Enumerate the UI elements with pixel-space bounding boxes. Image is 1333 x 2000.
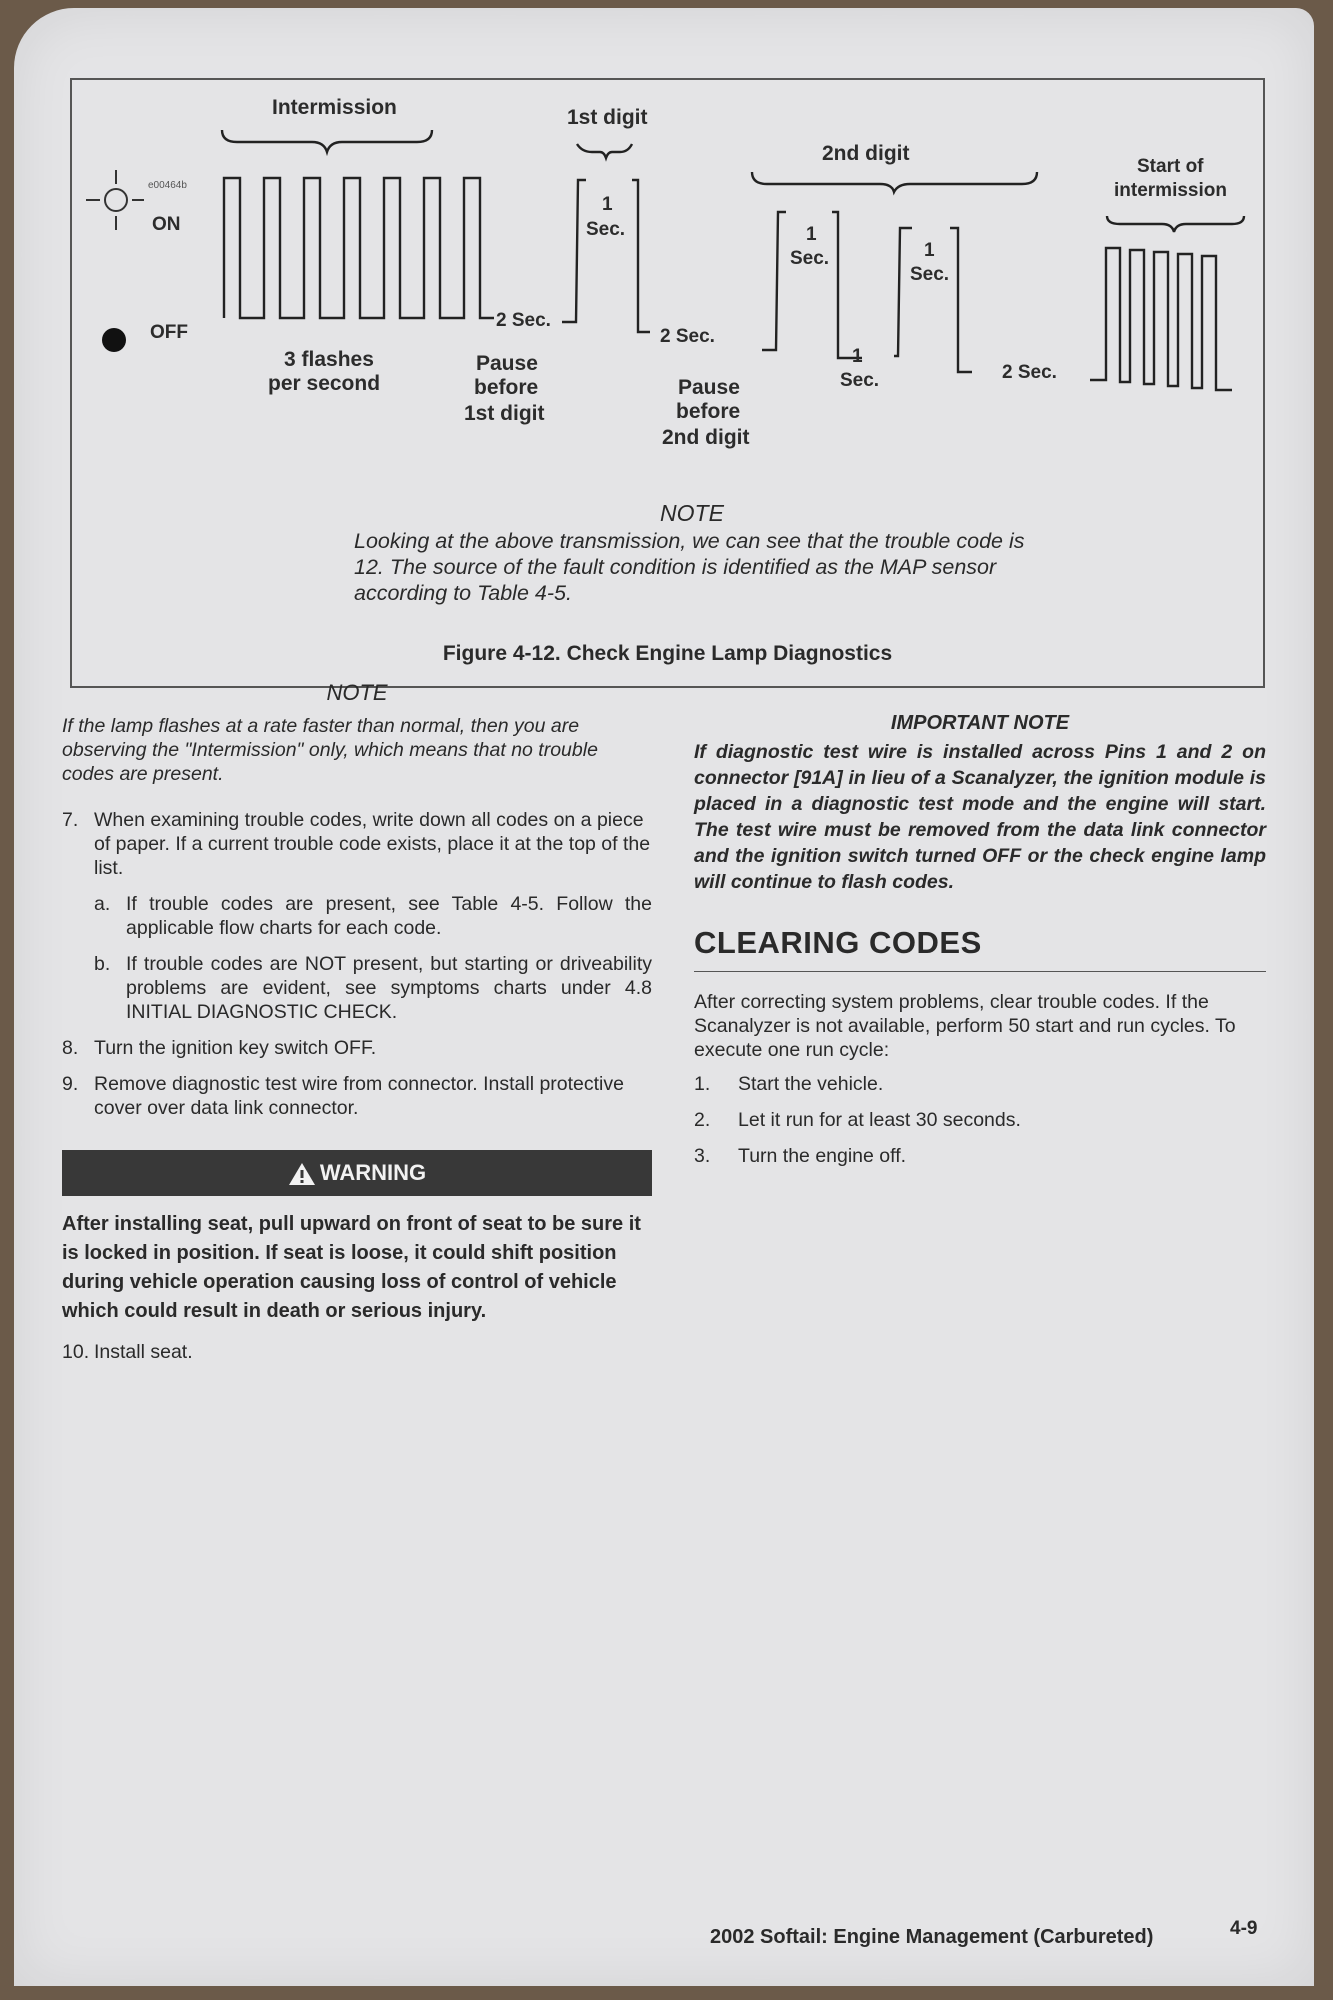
- list-number: 1.: [694, 1073, 711, 1095]
- second-pulse-sec-a: Sec.: [790, 248, 830, 269]
- substep-number: b.: [94, 953, 111, 975]
- two-sec-label-1: 2 Sec.: [496, 310, 551, 331]
- figure-code: e00464b: [148, 180, 187, 191]
- two-sec-label-2: 2 Sec.: [660, 326, 715, 347]
- figure-note-text: Looking at the above transmission, we can see that the trouble code is 12. The source of the fault condition is identified as the MAP sensor according to Table 4-5.: [354, 529, 1025, 605]
- footer-title: 2002 Softail: Engine Management (Carbureted): [710, 1926, 1154, 1948]
- start-of-label: Start of: [1137, 156, 1204, 177]
- step-text: Remove diagnostic test wire from connector. Install protective cover over data link connector.: [94, 1073, 624, 1119]
- pause1-line2: before: [474, 376, 539, 399]
- substep-b: [62, 952, 652, 1024]
- pause2-line1: Pause: [678, 376, 740, 399]
- list-text: Start the vehicle.: [738, 1073, 884, 1095]
- list-item: [694, 1144, 1266, 1168]
- first-pulse-one: 1: [602, 194, 613, 215]
- substep-text: If trouble codes are NOT present, but starting or driveability problems are evident, see symptoms charts under 4.8 INITIAL DIAGNOSTIC CHECK.: [126, 953, 652, 1023]
- step-number: 8.: [62, 1037, 79, 1059]
- substep-number: a.: [94, 893, 111, 915]
- list-number: 3.: [694, 1145, 711, 1167]
- important-note-title: IMPORTANT NOTE: [890, 712, 1070, 734]
- warning-triangle-icon: [288, 1161, 316, 1187]
- left-note-text: If the lamp flashes at a rate faster than normal, then you are observing the "Intermission" only, which means that no trouble codes are present.: [62, 715, 598, 785]
- flashes-line2: per second: [268, 372, 381, 395]
- step-text: Turn the ignition key switch OFF.: [94, 1037, 377, 1059]
- on-label: ON: [152, 214, 181, 235]
- lamp-on-icon: [86, 170, 144, 230]
- step-9: [62, 1072, 652, 1120]
- page-number: 4-9: [1230, 1918, 1258, 1939]
- list-number: 2.: [694, 1109, 711, 1131]
- list-item: [694, 1072, 1266, 1096]
- pause1-line3: 1st digit: [464, 402, 545, 425]
- start-intermission-waveform: [1090, 248, 1232, 390]
- gap-sec: Sec.: [840, 370, 880, 391]
- start-intermission-label: intermission: [1114, 180, 1227, 201]
- step-8: [62, 1036, 652, 1060]
- figure-box: [70, 78, 1265, 688]
- start-intermission-brace: [1107, 216, 1244, 232]
- first-digit-label: 1st digit: [567, 106, 648, 129]
- second-digit-brace: [752, 172, 1037, 192]
- section-text: After correcting system problems, clear trouble codes. If the Scanalyzer is not available, perform 50 start and run cycles. To execute one run cycle:: [694, 991, 1236, 1061]
- figure-note-title: NOTE: [660, 500, 724, 526]
- first-digit-brace: [577, 144, 632, 158]
- right-column: [694, 712, 1266, 1180]
- substep-text: If trouble codes are present, see Table 4-5. Follow the applicable flow charts for each code.: [126, 893, 652, 939]
- step-text: When examining trouble codes, write down all codes on a piece of paper. If a current trouble code exists, place it at the top of the list.: [94, 809, 651, 879]
- second-pulse-one-b: 1: [924, 240, 935, 261]
- first-pulse-sec: Sec.: [586, 219, 626, 240]
- gap-one: 1: [852, 346, 863, 367]
- second-digit-pulses: [762, 212, 972, 372]
- warning-label: WARNING: [319, 1160, 427, 1185]
- step-10: [62, 1340, 652, 1364]
- step-number: 7.: [62, 809, 79, 831]
- intermission-label: Intermission: [272, 96, 397, 119]
- figure-caption: Figure 4-12. Check Engine Lamp Diagnostics: [442, 642, 893, 665]
- step-text: Install seat.: [94, 1341, 193, 1363]
- step-number: 9.: [62, 1073, 79, 1095]
- intermission-brace: [222, 130, 432, 152]
- flashes-line1: 3 flashes: [284, 348, 374, 371]
- second-pulse-one-a: 1: [806, 224, 817, 245]
- off-label: OFF: [150, 322, 188, 343]
- step-7: [62, 808, 652, 880]
- pause2-line3: 2nd digit: [662, 426, 750, 449]
- two-sec-label-3: 2 Sec.: [1002, 362, 1057, 383]
- list-item: [694, 1108, 1266, 1132]
- step-number: 10.: [62, 1341, 90, 1363]
- pause1-line1: Pause: [476, 352, 538, 375]
- left-note-title: NOTE: [326, 680, 388, 705]
- important-note-text: If diagnostic test wire is installed across Pins 1 and 2 on connector [91A] in lieu of a Scanalyzer, the ignition module is placed in a diagnostic test mode and the engine will start. The test wire must be removed from the data link connector and the ignition switch turned OFF or the check engine lamp will continue to flash codes.: [694, 741, 1266, 893]
- pause2-line2: before: [676, 400, 741, 423]
- section-title: CLEARING CODES: [694, 925, 1266, 972]
- substep-a: [62, 892, 652, 940]
- warning-text: After installing seat, pull upward on front of seat to be sure it is locked in position. If seat is loose, it could shift position during vehicle operation causing loss of control of vehicle which could result in death or serious injury.: [62, 1213, 641, 1322]
- list-text: Let it run for at least 30 seconds.: [738, 1109, 1021, 1131]
- intermission-waveform: [224, 178, 494, 318]
- warning-banner: [62, 1150, 652, 1196]
- manual-page: [14, 8, 1314, 1986]
- left-column: [62, 680, 652, 1376]
- list-text: Turn the engine off.: [738, 1145, 907, 1167]
- second-pulse-sec-b: Sec.: [910, 264, 950, 285]
- second-digit-label: 2nd digit: [822, 142, 910, 165]
- lamp-off-icon: [102, 328, 126, 352]
